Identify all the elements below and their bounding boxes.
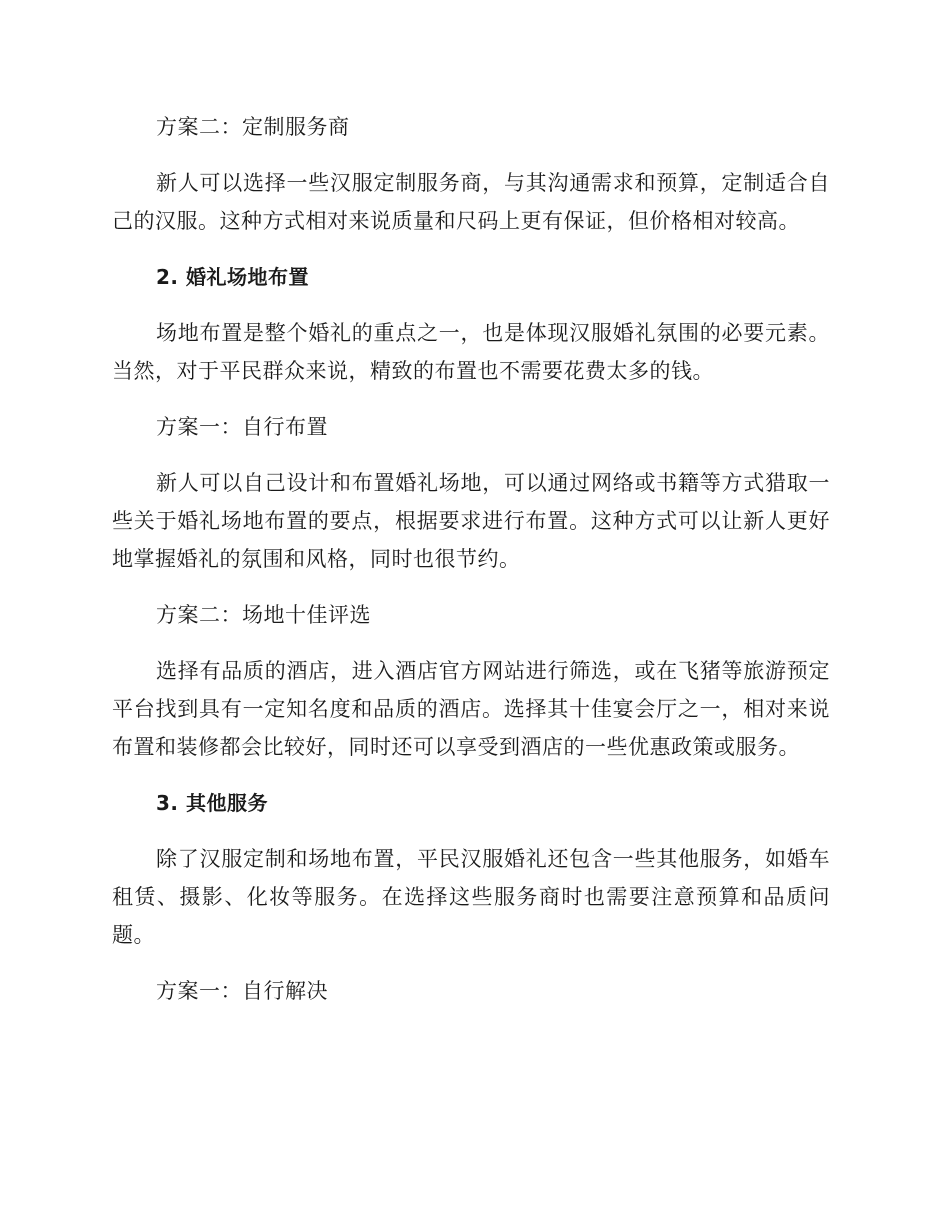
plan-label: 方案二：场地十佳评选 [156, 603, 371, 627]
paragraph: 选择有品质的酒店，进入酒店官方网站进行筛选，或在飞猪等旅游预定平台找到具有一定知名度和品质的酒店。选择其十佳宴会厅之一，相对来说布置和装修都会比较好，同时还可以享受到酒店的一些优惠政策或服务。 [112, 659, 830, 759]
paragraph: 新人可以选择一些汉服定制服务商，与其沟通需求和预算，定制适合自己的汉服。这种方式相对来说质量和尺码上更有保证，但价格相对较高。 [112, 171, 830, 233]
plan-label: 方案一：自行解决 [156, 979, 328, 1003]
paragraph: 新人可以自己设计和布置婚礼场地，可以通过网络或书籍等方式猎取一些关于婚礼场地布置的要点，根据要求进行布置。这种方式可以让新人更好地掌握婚礼的氛围和风格，同时也很节约。 [112, 471, 830, 571]
section-heading: 2. 婚礼场地布置 [156, 265, 309, 289]
plan-label: 方案一：自行布置 [156, 415, 328, 439]
document-page [112, 108, 830, 1028]
section-heading: 3. 其他服务 [156, 791, 268, 815]
paragraph: 场地布置是整个婚礼的重点之一，也是体现汉服婚礼氛围的必要元素。当然，对于平民群众来说，精致的布置也不需要花费太多的钱。 [112, 321, 830, 383]
paragraph: 除了汉服定制和场地布置，平民汉服婚礼还包含一些其他服务，如婚车租赁、摄影、化妆等服务。在选择这些服务商时也需要注意预算和品质问题。 [112, 847, 830, 947]
plan-label: 方案二：定制服务商 [156, 115, 350, 139]
